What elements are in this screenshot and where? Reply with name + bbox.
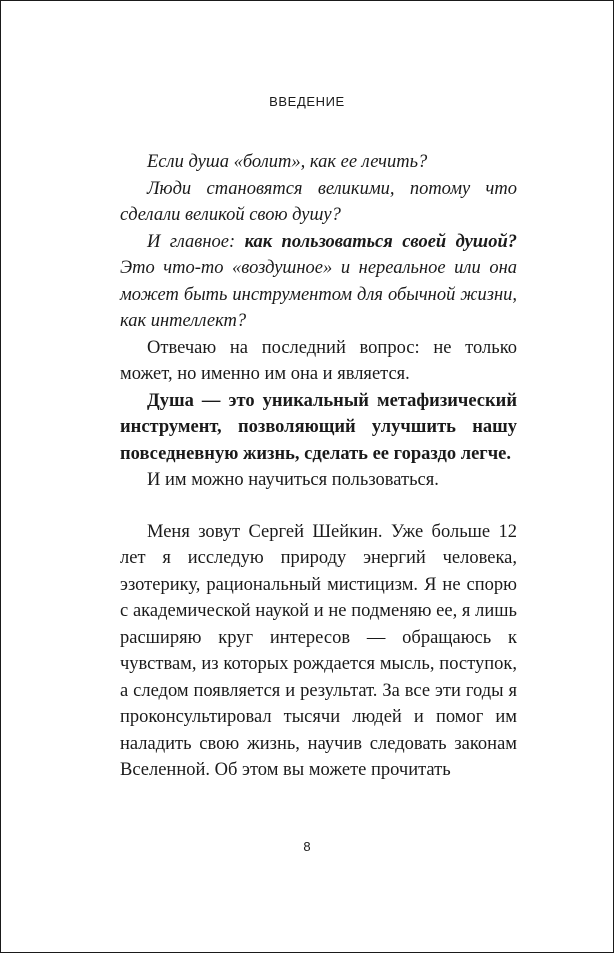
paragraph-question-1: Если душа «болит», как ее лечить?: [147, 152, 428, 172]
chapter-header: ВВЕДЕНИЕ: [269, 94, 345, 109]
question-3-rest: Это что-то «воздушное» и нереальное или она может быть инструментом для обычной жизни, как интеллект?: [120, 258, 517, 331]
paragraph-can-learn: И им можно научиться пользоваться.: [147, 470, 439, 490]
question-3-lead: И главное:: [147, 231, 245, 252]
page-number: 8: [303, 839, 311, 854]
paragraph-key-statement: Душа — это уникальный метафизический инструмент, позволяющий улучшить нашу повседневную жизнь, сделать ее гораздо легче.: [120, 390, 517, 464]
question-3-emphasis: как пользоваться своей душой?: [244, 231, 517, 252]
paragraph-question-2: Люди становятся великими, потому что сделали великой свою душу?: [120, 178, 517, 225]
paragraph-author-intro: Меня зовут Сергей Шейкин. Уже больше 12 лет я исследую природу энергий человека, эзотерику, рациональный мистицизм. Я не спорю с академической наукой и не подменяю ее, я лишь расширяю круг интересов — обращаюсь к чувствам, из которых рождается мысль, поступок, а следом появляется и результат. За все эти годы я проконсультировал тысячи людей и помог им наладить свою жизнь, научив следовать законам Вселенной. Об этом вы можете прочитать: [120, 521, 517, 780]
page-body: [120, 149, 517, 784]
section-gap: [120, 494, 517, 519]
paragraph-answer: Отвечаю на последний вопрос: не только может, но именно им она и является.: [120, 337, 517, 384]
paragraph-question-3: [120, 229, 517, 335]
